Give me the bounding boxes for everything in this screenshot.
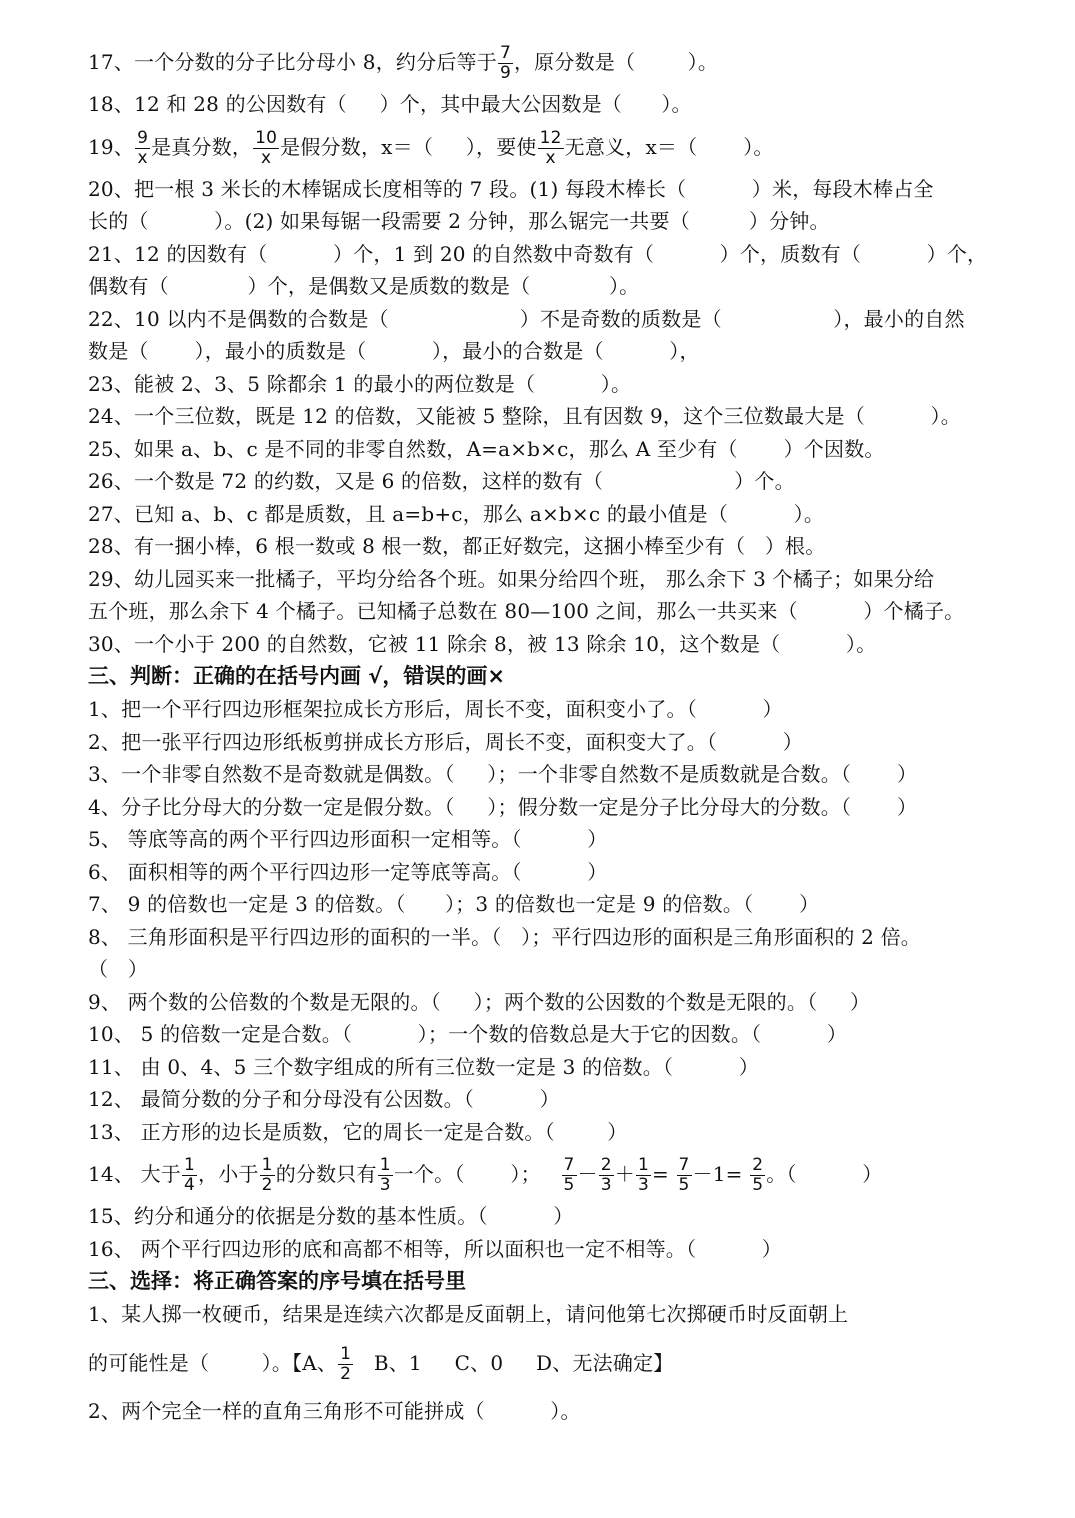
fraction: $\frac{7}{5}$ — [563, 1155, 575, 1195]
judge-5: 5、 等底等高的两个平行四边形面积一定相等。（ ） — [88, 827, 608, 851]
question-28: 28、有一捆小棒，6 根一数或 8 根一数，都正好数完，这捆小棒至少有（ ）根。 — [88, 534, 826, 558]
judge-6: 6、 面积相等的两个平行四边形一定等底等高。（ ） — [88, 859, 608, 884]
fraction: $\frac{2}{3}$ — [600, 1155, 612, 1195]
question-20-line1: 20、把一根 3 米长的木棒锯成长度相等的 7 段。(1) 每段木棒长（ ）米，每段木棒占全 — [88, 176, 934, 201]
choice-2: 2、两个完全一样的直角三角形不可能拼成（ ）。 — [88, 1398, 581, 1423]
judge-8-line1: 8、 三角形面积是平行四边形的面积的一半。（ ）；平行四边形的面积是三角形面积的 2 倍。 — [88, 924, 921, 949]
question-21-line2: 偶数有（ ）个，是偶数又是质数的数是（ ）。 — [88, 274, 640, 298]
question-27: 27、已知 a、b、c 都是质数，且 a=b+c，那么 a×b×c 的最小值是（ ）。 — [88, 501, 825, 526]
question-26: 26、一个数是 72 的约数，又是 6 的倍数，这样的数有（ ）个。 — [88, 469, 795, 493]
fraction: $\frac{1}{3}$ — [379, 1155, 391, 1195]
fraction: $\frac{7}{9}$ — [499, 43, 511, 83]
choice-1-line2: 的可能性是（ ）。【A、 $\frac{1}{2}$ B、1 C、0 D、无法确定】 — [88, 1343, 674, 1384]
fraction: $\frac{2}{5}$ — [752, 1155, 764, 1195]
question-20-line2: 长的（ ）。(2) 如果每锯一段需要 2 分钟，那么锯完一共要（ ）分钟。 — [88, 209, 830, 233]
question-23: 23、能被 2、3、5 除都余 1 的最小的两位数是（ ）。 — [88, 371, 632, 396]
judge-2: 2、把一张平行四边形纸板剪拼成长方形后，周长不变，面积变大了。（ ） — [88, 729, 803, 754]
judge-7: 7、 9 的倍数也一定是 3 的倍数。（ ）；3 的倍数也一定是 9 的倍数。（ ） — [88, 892, 820, 916]
judge-16: 16、 两个平行四边形的底和高都不相等，所以面积也一定不相等。（ ） — [88, 1236, 782, 1261]
judge-8-line2: （ ） — [88, 957, 149, 981]
judge-1: 1、把一个平行四边形框架拉成长方形后，周长不变，面积变小了。（ ） — [88, 697, 783, 721]
question-17: 17、一个分数的分子比分母小 8，约分后等于 $\frac{7}{9}$ ，原分数是（ ）。 — [88, 43, 719, 83]
fraction: $\frac{1}{2}$ — [340, 1343, 352, 1384]
worksheet-page — [88, 36, 1008, 1427]
question-25: 25、如果 a、b、c 是不同的非零自然数，A=a×b×c，那么 A 至少有（ ）个因数。 — [88, 436, 885, 461]
question-18: 18、12 和 28 的公因数有（ ）个，其中最大公因数是（ ）。 — [88, 92, 692, 116]
section-heading-choice: 三、选择：将正确答案的序号填在括号里 — [88, 1269, 466, 1293]
fraction: $\frac{7}{5}$ — [678, 1155, 690, 1195]
section-heading-judge: 三、判断：正确的在括号内画 √，错误的画× — [88, 664, 505, 688]
judge-9: 9、 两个数的公倍数的个数是无限的。（ ）；两个数的公因数的个数是无限的。（ ） — [88, 989, 871, 1014]
question-29-line1: 29、幼儿园买来一批橘子，平均分给各个班。如果分给四个班， 那么余下 3 个橘子；如果分给 — [88, 566, 935, 591]
judge-4: 4、分子比分母大的分数一定是假分数。（ ）；假分数一定是分子比分母大的分数。（ ） — [88, 794, 918, 819]
judge-10: 10、 5 的倍数一定是合数。（ ）；一个数的倍数总是大于它的因数。（ ） — [88, 1022, 848, 1046]
question-30: 30、一个小于 200 的自然数，它被 11 除余 8，被 13 除余 10，这个数是（ ）。 — [88, 631, 877, 656]
judge-11: 11、 由 0、4、5 三个数字组成的所有三位数一定是 3 的倍数。（ ） — [88, 1054, 759, 1079]
question-19: 19、 $\frac{9}{x}$ 是真分数， $\frac{10}{x}$ 是假分数，x＝（ ），要使 $\frac{12}{x}$ 无意义，x＝（ ）。 — [88, 127, 774, 168]
judge-12: 12、 最简分数的分子和分母没有公因数。（ ） — [88, 1087, 560, 1111]
fraction: $\frac{1}{3}$ — [637, 1155, 649, 1195]
fraction: $\frac{1}{4}$ — [184, 1155, 196, 1195]
choice-1-line1: 1、某人掷一枚硬币，结果是连续六次都是反面朝上，请问他第七次掷硬币时反面朝上 — [88, 1302, 849, 1326]
question-22-line2: 数是（ ），最小的质数是（ ），最小的合数是（ ）， — [88, 339, 700, 363]
question-24: 24、一个三位数，既是 12 的倍数，又能被 5 整除，且有因数 9，这个三位数最大是（ ）。 — [88, 404, 961, 428]
judge-15: 15、约分和通分的依据是分数的基本性质。（ ） — [88, 1204, 574, 1228]
fraction: $\frac{9}{x}$ — [137, 127, 149, 168]
fraction: $\frac{1}{2}$ — [261, 1155, 273, 1195]
fraction: $\frac{12}{x}$ — [539, 127, 562, 168]
fraction: $\frac{10}{x}$ — [255, 127, 278, 168]
judge-3: 3、一个非零自然数不是奇数就是偶数。（ ）；一个非零自然数不是质数就是合数。（ ） — [88, 762, 918, 786]
question-22-line1: 22、10 以内不是偶数的合数是（ ）不是奇数的质数是（ ），最小的自然 — [88, 306, 965, 331]
judge-14: 14、 大于 $\frac{1}{4}$ ，小于 $\frac{1}{2}$ 的分数只有 $\frac{1}{3}$ 一个。（ ）； $\frac{7}{5}$ － $\frac{2}{3}$ ＋ $\frac{1}{3}$ = $\frac{7}{5}$ －1= $\frac{2}{5}$ 。（ ） — [88, 1155, 883, 1195]
question-29-line2: 五个班，那么余下 4 个橘子。已知橘子总数在 80—100 之间，那么一共买来（ ）个橘子。 — [88, 599, 965, 623]
judge-13: 13、 正方形的边长是质数，它的周长一定是合数。（ ） — [88, 1119, 628, 1144]
question-21-line1: 21、12 的因数有（ ）个，1 到 20 的自然数中奇数有（ ）个，质数有（ ）个， — [88, 241, 988, 266]
